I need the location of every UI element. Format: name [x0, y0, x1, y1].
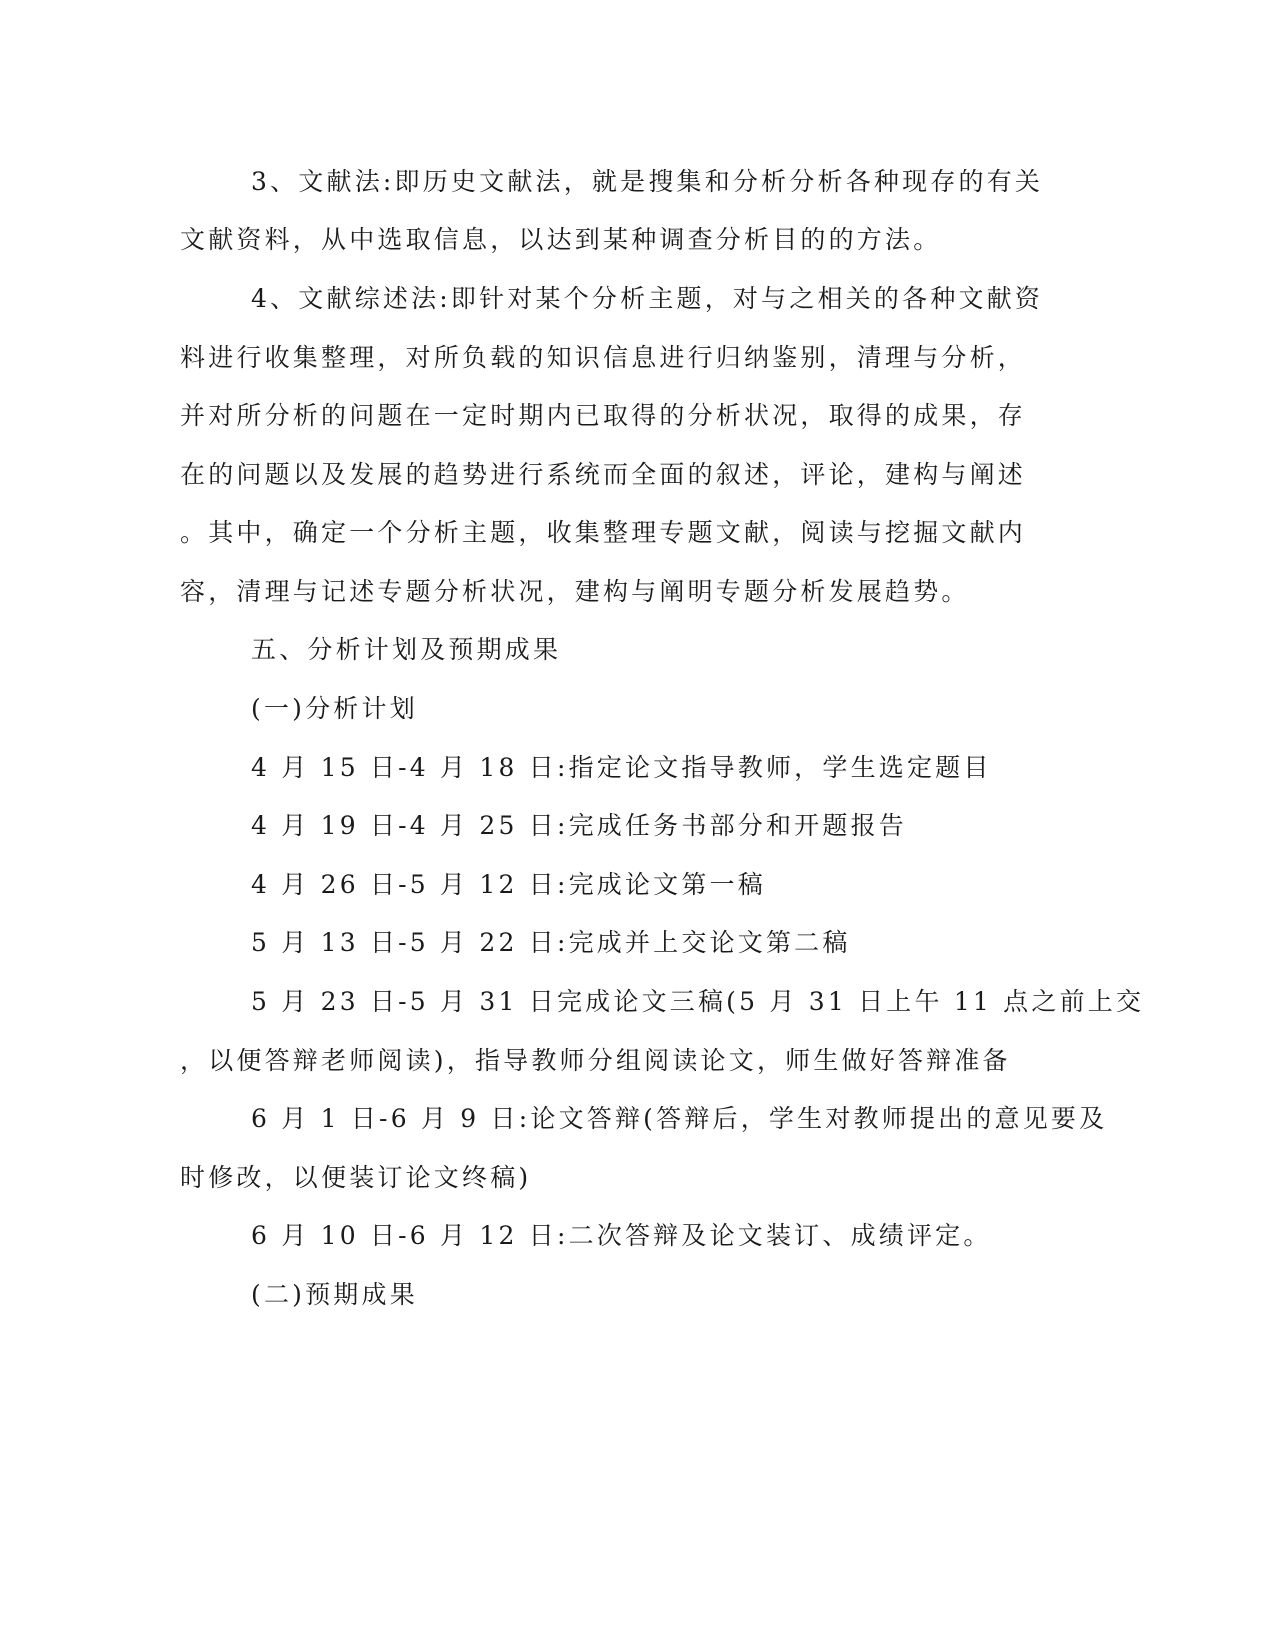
text-line: 料进行收集整理，对所负载的知识信息进行归纳鉴别，清理与分析，	[180, 343, 1027, 372]
schedule-item-continued: 时修改，以便装订论文终稿)	[180, 1163, 532, 1192]
text-line: 容，清理与记述专题分析状况，建构与阐明专题分析发展趋势。	[180, 577, 970, 606]
text-line: 4、文献综述法:即针对某个分析主题，对与之相关的各种文献资	[251, 284, 1044, 313]
schedule-item: 4 月 26 日-5 月 12 日:完成论文第一稿	[251, 870, 766, 899]
schedule-item: 5 月 23 日-5 月 31 日完成论文三稿(5 月 31 日上午 11 点之前上交	[251, 987, 1145, 1016]
subsection-heading: (二)预期成果	[251, 1280, 418, 1309]
schedule-item: 4 月 19 日-4 月 25 日:完成任务书部分和开题报告	[251, 811, 907, 840]
schedule-item-continued: ，以便答辩老师阅读)，指导教师分组阅读论文，师生做好答辩准备	[180, 1046, 1011, 1075]
subsection-heading: (一)分析计划	[251, 694, 418, 723]
text-line: 文献资料，从中选取信息，以达到某种调查分析目的的方法。	[180, 225, 942, 254]
text-line: 3、文献法:即历史文献法，就是搜集和分析分析各种现存的有关	[251, 167, 1044, 196]
schedule-item: 6 月 10 日-6 月 12 日:二次答辩及论文装订、成绩评定。	[251, 1221, 992, 1250]
text-line: 在的问题以及发展的趋势进行系统而全面的叙述，评论，建构与阐述	[180, 460, 1027, 489]
schedule-item: 4 月 15 日-4 月 18 日:指定论文指导教师，学生选定题目	[251, 753, 992, 782]
text-line: 。其中，确定一个分析主题，收集整理专题文献，阅读与挖掘文献内	[180, 518, 1027, 547]
schedule-item: 5 月 13 日-5 月 22 日:完成并上交论文第二稿	[251, 928, 851, 957]
schedule-item: 6 月 1 日-6 月 9 日:论文答辩(答辩后，学生对教师提出的意见要及	[251, 1104, 1108, 1133]
text-line: 并对所分析的问题在一定时期内已取得的分析状况，取得的成果，存	[180, 401, 1027, 430]
section-heading: 五、分析计划及预期成果	[251, 635, 562, 664]
